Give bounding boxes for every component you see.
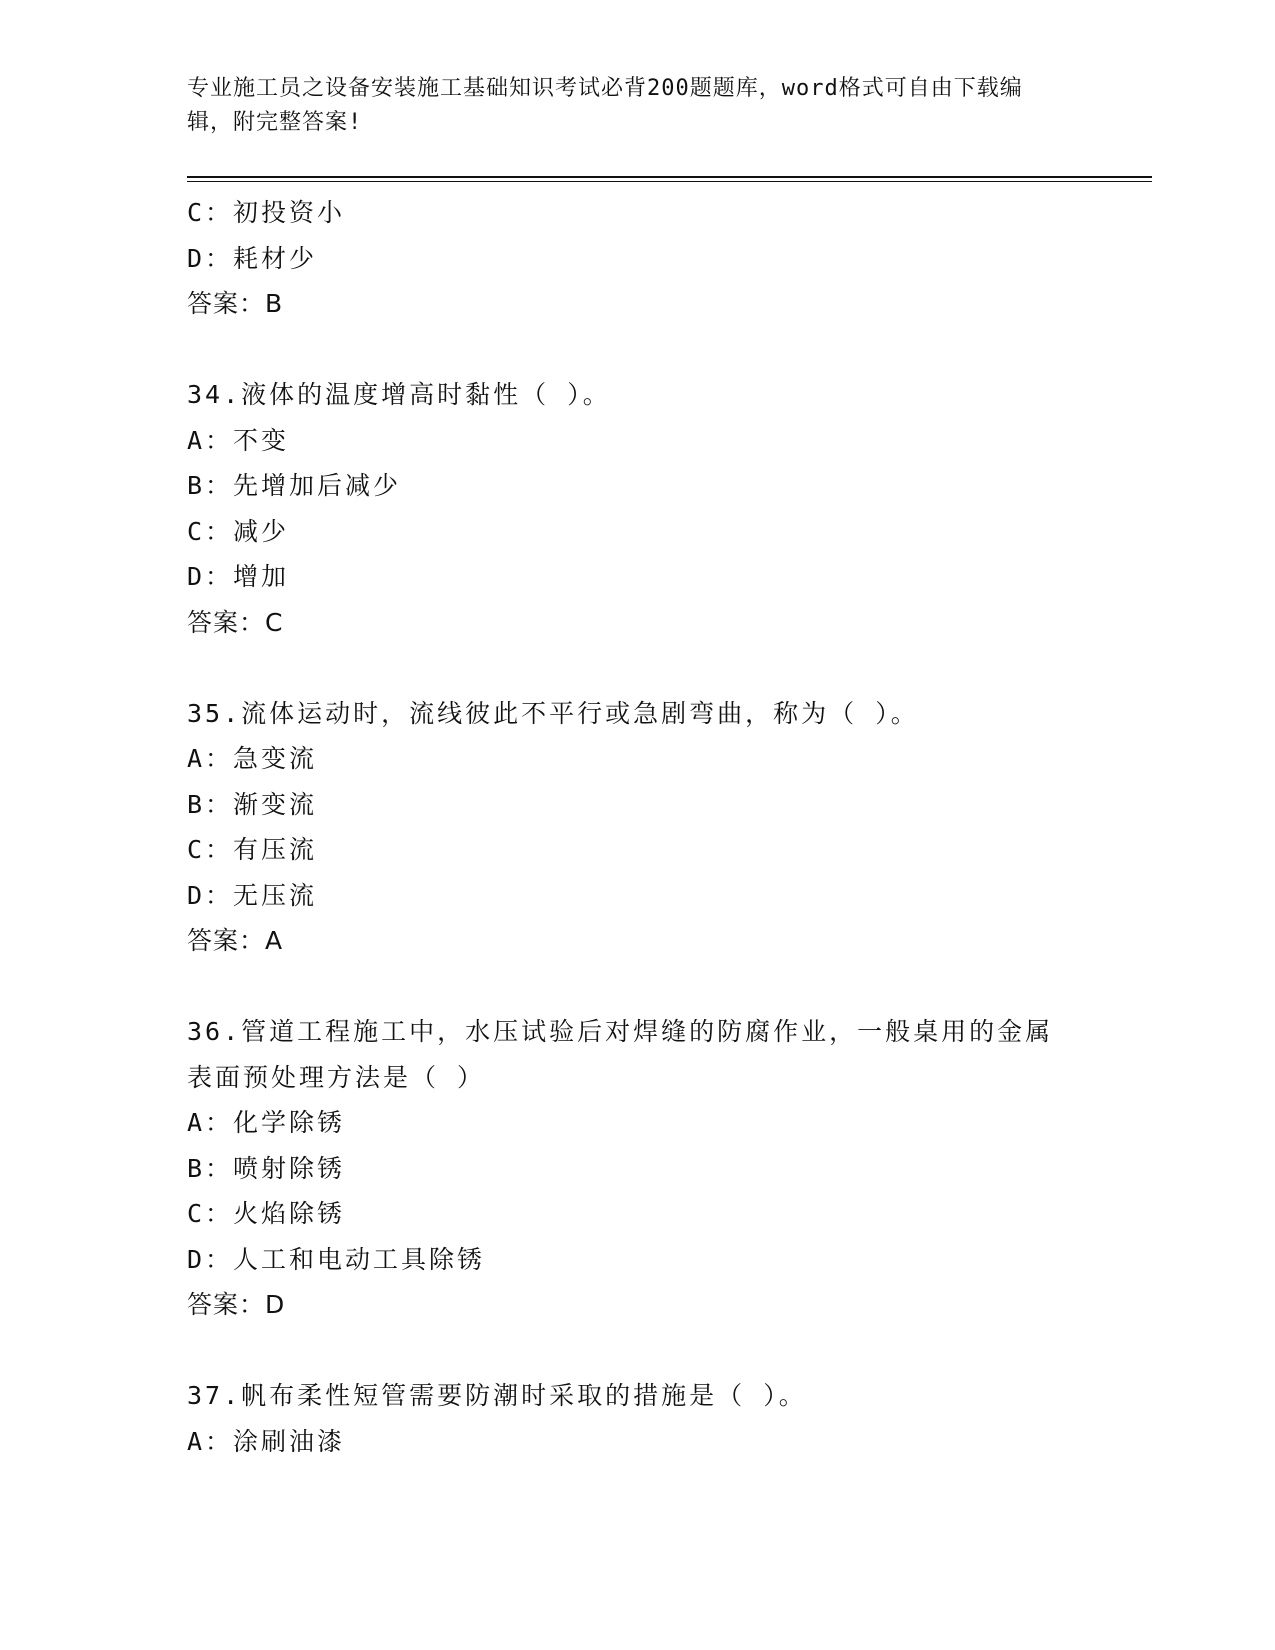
question-list bbox=[187, 190, 1087, 1464]
option-b: B：渐变流 bbox=[187, 789, 318, 819]
option-c: C：初投资小 bbox=[187, 198, 346, 227]
header-divider-thin bbox=[187, 181, 1152, 182]
option-a: A：化学除锈 bbox=[187, 1108, 346, 1137]
answer-line: 答案：A bbox=[187, 926, 284, 955]
option-d: D：耗材少 bbox=[187, 243, 318, 273]
option-a: A：急变流 bbox=[187, 744, 318, 773]
option-c: C：火焰除锈 bbox=[187, 1199, 346, 1228]
option-a: A：涂刷油漆 bbox=[187, 1426, 346, 1456]
option-d: D：人工和电动工具除锈 bbox=[187, 1244, 486, 1274]
option-c: C：减少 bbox=[187, 516, 290, 546]
option-c: C：有压流 bbox=[187, 835, 318, 864]
answer-line: 答案：C bbox=[187, 607, 284, 637]
question-stem: 35.流体运动时，流线彼此不平行或急剧弯曲，称为（ ）。 bbox=[187, 698, 919, 728]
document-header: 专业施工员之设备安装施工基础知识考试必背200题题库，word格式可自由下载编辑，附完整答案! bbox=[187, 76, 1023, 135]
option-d: D：无压流 bbox=[187, 880, 318, 910]
question-stem: 37.帆布柔性短管需要防潮时采取的措施是（ ）。 bbox=[187, 1381, 807, 1410]
question-stem: 34.液体的温度增高时黏性（ ）。 bbox=[187, 380, 611, 409]
question-stem: 36.管道工程施工中，水压试验后对焊缝的防腐作业，一般桌用的金属 bbox=[187, 1017, 1054, 1046]
answer-line: 答案：D bbox=[187, 1290, 286, 1319]
option-a: A：不变 bbox=[187, 425, 290, 455]
option-b: B：先增加后减少 bbox=[187, 471, 402, 500]
option-b: B：喷射除锈 bbox=[187, 1153, 346, 1183]
header-divider-thick bbox=[187, 176, 1152, 178]
question-stem-continued: 表面预处理方法是（ ） bbox=[187, 1062, 486, 1092]
answer-line: 答案：B bbox=[187, 289, 284, 318]
option-d: D：增加 bbox=[187, 562, 290, 591]
